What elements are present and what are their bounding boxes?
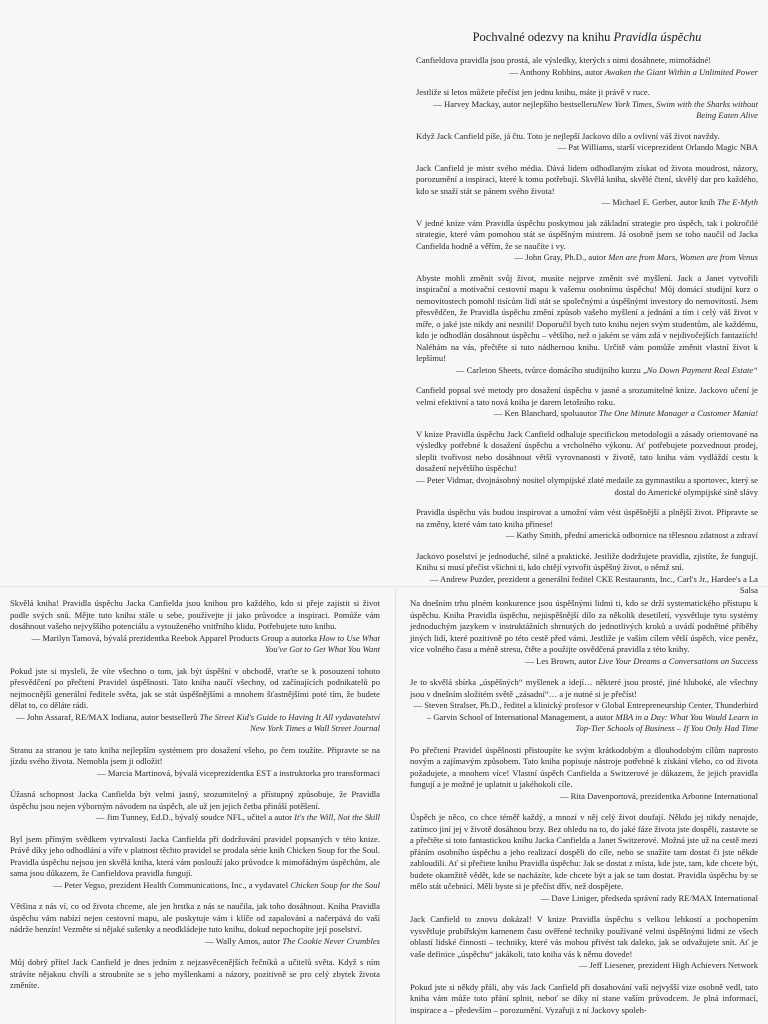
attribution-work: The E-Myth: [717, 197, 758, 208]
endorsement-text: Úspěch je něco, co chce téměř každý, a mnozí v něj celý život doufají. Někdo jej nikdy nenajde, zatímco jiní jej v životě dosáhnou brzy. Bez ohledu na to, do jaké fáze života jste dospěli, zastavte se a přečtěte si toto fantastickou knihu Jacka Canfielda a Janet Switzerové. Možná jste už na cestě mezi přáním osobního úspěchu a jeho realizací dospěli do cíle, nebo se snažíte tam dostat či jste někde zabloudili. Ať si přečtete knihu Pravidla úspěchu: Jak se dostat z místa, kde jste, tam, kde chcete být, budete okamžitě vědět, kde se nacházíte, kde chcete být a jak se tam dostat. Pravidla úspěchu by se mělo stát učebnicí. Měli byste si je přečíst dřív, než dospějete.: [410, 812, 758, 892]
attribution-author: — Anthony Robbins, autor: [509, 66, 605, 77]
attribution-work: How to Use What You've Got to Get What You Want: [265, 632, 380, 655]
attribution-author: — Ken Blanchard, spoluautor: [493, 408, 600, 419]
endorsement-list: [10, 598, 380, 992]
endorsement: [410, 914, 758, 972]
endorsement-text: Canfieldova pravidla jsou prostá, ale výsledky, kterých s nimi dosáhnete, mimořádné!: [416, 55, 712, 65]
endorsement-attribution: [416, 365, 758, 377]
endorsement: [416, 218, 758, 264]
endorsement-text: Pravidla úspěchu vás budou inspirovat a umožní vám vést úspěšnější a plnější život. Připravte se na změny, které vám tato kniha přinese!: [416, 507, 758, 529]
endorsement-text: V knize Pravidla úspěchu Jack Canfield odhaluje specifickou metodologii a zásady orientované na výsledky potřebné k dosažení úspěchu a vrcholného výkonu. Ať potřebujete pozvednout prodej, sleplit tvořivost nebo dosáhnout větší vyrovnanosti v životě, tato kniha vám vydláždí cestu k dosažení největšího úspěchu!: [416, 428, 758, 474]
endorsement: [416, 551, 758, 597]
endorsement: [416, 131, 758, 154]
page-title: [416, 30, 758, 45]
attribution-work: MBA in a Day: What You Would Learn in Top-Tier Schools of Business – If You Only Had Time: [575, 711, 758, 734]
endorsement: [10, 957, 380, 992]
page-title-book: Pravidla úspěchu: [613, 30, 702, 44]
attribution-author: — Harvey Mackay, autor nejlepšího bestselleru: [433, 98, 597, 109]
attribution-author: — Jim Tunney, Ed.D., bývalý soudce NFL, učitel a autor: [95, 812, 295, 823]
endorsement: [416, 273, 758, 377]
page-bottom-right: [400, 592, 768, 1024]
attribution-author: — Les Brown, autor: [525, 655, 599, 666]
endorsement-attribution: [416, 99, 758, 122]
endorsement: [410, 598, 758, 667]
attribution-work: Chicken Soup for the Soul: [290, 879, 380, 890]
attribution-author: — Steven Stralser, Ph.D., ředitel a klinický profesor v Global Entrepreneurship Center, Thunderbird – Garvin School of International Management, a autor: [413, 700, 758, 722]
attribution-author: — Marcia Martinová, bývalá viceprezidentka EST a instruktorka pro transformaci: [97, 767, 380, 778]
endorsement-text: Je to skvělá sbírka „úspěšných“ myšlenek a idejí… některé jsou prosté, jiné hluboké, ale všechny jsou v dnešním složitém světě „zásadní“… a je nutné si je přečíst!: [410, 677, 758, 699]
attribution-author: — Dave Liniger, předseda správní rady RE/MAX International: [540, 892, 758, 903]
endorsement-attribution: [10, 936, 380, 948]
attribution-work: Live Your Dreams a Conversations on Success: [598, 655, 758, 666]
endorsement-attribution: [410, 893, 758, 905]
endorsement-text: Úžasná schopnost Jacka Canfielda být velmi jasný, srozumitelný a přístupný způsobuje, že Pravidla úspěchu jsou nejen výborným návodem na úspěch, ale už jen jejich četba přináší potěšení.: [10, 789, 380, 811]
endorsement-attribution: [410, 700, 758, 735]
endorsement: [416, 163, 758, 209]
attribution-work: Men are from Mars, Women are from Venus: [608, 252, 758, 263]
endorsement: [10, 598, 380, 656]
endorsement-attribution: [416, 408, 758, 420]
page-title-main: Pochvalné odezvy na knihu: [472, 30, 614, 44]
endorsement: [416, 385, 758, 420]
attribution-author: — Rita Davenportová, prezidentka Arbonne International: [559, 790, 758, 801]
attribution-work: No Down Payment Real Estate“: [646, 364, 758, 375]
endorsement-attribution: [10, 633, 380, 656]
endorsement-text: Jack Canfield to znovu dokázal! V knize Pravidla úspěchu s velkou lehkostí a pochopením vysvětluje prubířským kamenem času ověřené techniky používané velmi úspěšnými lidmi ze všech oblastí lidské činnosti – techniky, které vás mohou přivést tak daleko, jak se odvažujete snít. Ať je vaše definice „úspěchu“ jakákoli, tato kniha vás k němu dovede!: [410, 914, 758, 959]
endorsement: [410, 745, 758, 803]
endorsement-text: Jackovo poselství je jednoduché, silné a praktické. Jestliže dodržujete pravidla, zjistíte, že fungují. Knihu si musí přečíst všichni ti, kdo chtějí vytvořit úspěšný život, o němž sní.: [416, 550, 758, 573]
endorsement-attribution: [416, 530, 758, 542]
attribution-author: — John Gray, Ph.D., autor: [514, 252, 609, 263]
attribution-author: — Jeff Liesener, prezident High Achievers Network: [578, 960, 758, 971]
endorsement-attribution: [410, 791, 758, 803]
attribution-work: Awaken the Giant Within a Unlimited Power: [604, 66, 758, 77]
endorsement-attribution: [416, 67, 758, 79]
attribution-work: It's the Will, Not the Skill: [294, 812, 380, 823]
endorsement-text: Pokud jste si mysleli, že víte všechno o tom, jak být úspěšní v obchodě, vraťte se k posouzení tohoto přesvědčení po přečtení Pravidel úspěšnosti. Tato kniha naučí všechny, od začínajících podnikatelů po nejmocnější generální ředitele světa, jak se stát úspěšnějšími a mnohem šťastnějšími poté tím, že budete dělat to, co děláte rádi.: [10, 665, 380, 711]
endorsement: [10, 901, 380, 947]
endorsement-list: [410, 598, 758, 1017]
endorsement: [416, 87, 758, 122]
attribution-author: — Wally Amos, autor: [205, 935, 283, 946]
endorsement-attribution: [10, 768, 380, 780]
endorsement: [10, 666, 380, 735]
endorsement: [410, 982, 758, 1017]
endorsement-attribution: [410, 960, 758, 972]
endorsement-text: Jack Canfield je mistr svého média. Dává lidem odhodlaným získat od života moudrost, názory, porozumění a inspiraci, které k tomu potřebují. Skvělá kniha, skvělé čtení, skvělý dar pro každého, kdo se snaží stát se pánem svého života!: [416, 162, 758, 196]
endorsement-attribution: [410, 656, 758, 668]
endorsement-attribution: [10, 812, 380, 824]
endorsement-text: Po přečtení Pravidel úspěšnosti přistoupíte ke svým krátkodobým a dlouhodobým cílům naprosto novým a zajímavým způsobem. Tato kniha popisuje nástroje potřebné k získání všeho, co od života požadujete, a mnohem více! Vlastní úspěch Canfielda a Switzerové je důkazem, že jejich pravidla fungují a je možné je uplatnit u jakéhokoli cíle.: [410, 744, 758, 790]
endorsement-attribution: [10, 880, 380, 892]
endorsement-text: Canfield popsal své metody pro dosažení úspěchu v jasné a srozumitelné knize. Jackovo učení je velmi efektivní a tato nová kniha je darem letošního roku.: [416, 385, 758, 407]
endorsement: [416, 55, 758, 78]
endorsement-text: Když Jack Canfield píše, já čtu. Toto je nejlepší Jackovo dílo a ovlivní váš život navždy.: [416, 130, 720, 141]
endorsement-text: Jestliže si letos můžete přečíst jen jednu knihu, máte ji právě v ruce.: [416, 87, 650, 98]
endorsement-text: Abyste mohli změnit svůj život, musíte nejprve změnit své myšlení. Jack a Janet vytvořili inspirační a motivační cestovní mapu k vašemu osobnímu úspěchu! Můj domácí studijní kurz o nemovitostech pomohl tisícům lidí stát se společnými a úspěšnými investory do nemovitostí. Jsem přesvědčen, že Pravidla úspěchu změní způsob vašeho myšlení a jednání a tím i celý váš život v míře, o jaké jste nikdy ani nesnili! Doporučil bych tuto knihu nejen svým studentům, ale každému, kdo je odhodlán dosáhnout úspěchu – většího, než o jakém se vám zdá v nejdivočejších fantaziích! Naléhám na vás, přečtěte si tuto nádhernou knihu. Určitě vám pomůže změnit vlastní život k lepšímu!: [416, 272, 758, 364]
attribution-work: New York Times, Swim with the Sharks without Being Eaten Alive: [596, 98, 758, 121]
attribution-author: — Kathy Smith, přední americká odbornice na tělesnou zdatnost a zdraví: [505, 530, 758, 541]
endorsement-text: Na dnešním trhu plném konkurence jsou úspěšnými lidmi ti, kdo se drží systematického přístupu k úspěchu. Kniha Pravidla úspěchu, nejúspěšnější dílo za několik desetiletí, vysvětluje tyto systémy jednoduchým jazykem v instruktážních shrnutých do jednotlivých kroků a uvádí podnětné příběhy jiných lidí, které pozitivně po této cestě před vámi. Jestliže je vaším cílem větší úspěch, více peněz, více volného času a méně stresu, čtěte a použijte osvědčená pravidla z této knihy.: [410, 598, 758, 655]
page-bottom-left: [0, 592, 392, 1024]
endorsement: [10, 745, 380, 780]
attribution-author: — Andrew Puzder, prezident a generální ředitel CKE Restaurants, Inc., Carl's Jr., Hardee's a La Salsa: [429, 573, 758, 596]
attribution-author: — Marilyn Tamová, bývalá prezidentka Reebok Apparel Products Group a autorka: [31, 632, 320, 643]
page-top-right: [408, 20, 768, 596]
endorsement: [410, 812, 758, 904]
attribution-work: The Cookie Never Crumbles: [282, 935, 380, 946]
endorsement-attribution: [416, 475, 758, 498]
attribution-work: The Street Kid's Guide to Having It All vydavatelství New York Times a Wall Street Journal: [199, 711, 380, 734]
endorsement-attribution: [416, 197, 758, 209]
endorsement-text: Stranu za stranou je tato kniha nejlepším systémem pro dosažení všeho, po čem toužíte. Připravte se na jízdu svého života. Nemohla jsem ji odložit!: [10, 744, 380, 767]
endorsement-attribution: [416, 142, 758, 154]
attribution-author: — Pat Williams, starší viceprezident Orlando Magic NBA: [557, 142, 758, 153]
endorsement-text: Pokud jste si někdy přáli, aby vás Jack Canfield při dosahování vaší nejvyšší vize osobně vedl, tato kniha vám může toto přání splnit, neboť se díky ní stane vaším průvodcem. Je plná informací, inspirace a – především – porozumění. Vyzařuji z ní Jackovy spoleh-: [410, 981, 758, 1015]
endorsement: [10, 834, 380, 892]
endorsement-list: [416, 55, 758, 597]
attribution-author: — Michael E. Gerber, autor knih: [601, 197, 718, 208]
attribution-author: — Peter Vegso, prezident Health Communications, Inc., a vydavatel: [53, 879, 291, 890]
page-gutter-vertical: [395, 588, 396, 1024]
endorsement: [410, 677, 758, 735]
attribution-author: — John Assaraf, RE/MAX Indiana, autor bestsellerů: [16, 711, 200, 722]
endorsement-text: Většina z nás ví, co od života chceme, ale jen hrstka z nás se naučila, jak toho dosáhnout. Kniha Pravidla úspěchu vám nabízí nejen cestovní mapu, ale poskytuje vám i klíče od zapalování a načerpává do vaší nádrže benzín! Vezměte si nějaké sušenky a neodkládejte tuto knihu, dokud nepochopíte její poselství.: [10, 901, 380, 935]
endorsement-attribution: [416, 252, 758, 264]
endorsement-text: Byl jsem přímým svědkem vytrvalosti Jacka Canfielda při dodržování pravidel popsaných v této knize. Právě díky jeho odhodlání a víře v platnost těchto pravidel se prodala série knih Chicken Soup for the Soul. Pravidla úspěchu nejsou jen skvělá kniha, která vám poslouží jako průvodce k mimořádným úspěchům, ale sama jsou důkazem, že Canfieldova pravidla fungují.: [10, 833, 380, 879]
endorsement: [10, 789, 380, 824]
endorsement-text: V jedné knize vám Pravidla úspěchu poskytnou jak základní strategie pro úspěch, tak i pokročilé strategie, které vám pomohou stát se úspěšným mistrem. Já osobně jsem se toho naučil od Jacka Canfielda hodně a věřím, že se naučíte i vy.: [416, 217, 758, 251]
attribution-author: — Peter Vidmar, dvojnásobný nositel olympijské zlaté medaile za gymnastiku a sportovec, který se dostal do Americké olympijské síně slávy: [416, 474, 758, 497]
endorsement: [416, 429, 758, 498]
endorsement-text: Můj dobrý přítel Jack Canfield je dnes jedním z nejzasvěcenějších řečníků a učitelů světa. Když s ním strávíte nějakou chvíli a stroubníte se s jeho myšlenkami a názory, pozitivně se pro celý zbytek života změníte.: [10, 957, 380, 991]
endorsement-text: Skvělá kniha! Pravidla úspěchu Jacka Canfielda jsou knihou pro každého, kdo si přeje zajistit si život podle svých snů. Mějte tuto knihu stále u sebe, používejte ji jako průvodce a inspiraci. Pomůže vám dosáhnout vašeho nejvyššího potenciálu a vytouženého vnitřního klidu. Potřebujete tuto knihu.: [10, 598, 380, 632]
attribution-work: The One Minute Manager a Customer Mania!: [599, 408, 758, 419]
attribution-author: — Carleton Sheets, tvůrce domácího studijního kurzu „: [455, 364, 647, 375]
endorsement: [416, 507, 758, 542]
endorsement-attribution: [10, 712, 380, 735]
